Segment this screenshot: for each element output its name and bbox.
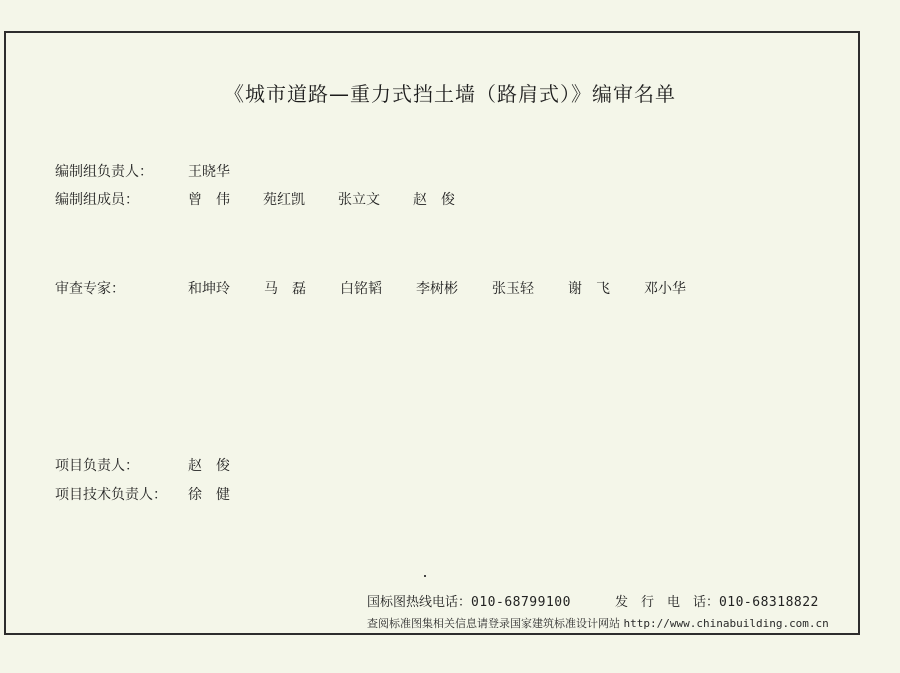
reviewer-name: 张玉轻 (492, 281, 534, 297)
page-title: 《城市道路—重力式挡土墙（路肩式）》编审名单 (224, 82, 676, 106)
member-name: 苑红凯 (263, 192, 305, 208)
reviewer-name: 谢 飞 (568, 281, 610, 297)
tech-leader-label: 项目技术负责人： (55, 487, 167, 503)
hotline-number: 010-68799100 (471, 595, 571, 610)
reviewer-name: 和坤玲 (188, 281, 230, 297)
reviewers-label: 审查专家： (55, 281, 125, 297)
footer-phones (367, 591, 819, 610)
footer-website (367, 615, 829, 631)
compile-leader-label: 编制组负责人： (55, 164, 153, 180)
publish-number: 010-68318822 (718, 595, 819, 610)
reviewer-name: 马 磊 (264, 281, 306, 297)
compile-leader-name: 王晓华 (188, 164, 230, 180)
reviewer-name: 白铭韬 (340, 281, 382, 297)
member-name: 曾 伟 (188, 192, 230, 208)
reviewer-name: 邓小华 (644, 281, 686, 297)
website-text: 查阅标准图集相关信息请登录国家建筑标准设计网站 (367, 617, 620, 630)
member-name: 赵 俊 (413, 192, 455, 208)
compile-members-label: 编制组成员： (55, 192, 139, 208)
page-border (4, 31, 860, 635)
website-link[interactable]: http://www.chinabuilding.com.cn (623, 617, 829, 630)
dot-mark (424, 575, 426, 577)
project-leader-label: 项目负责人： (55, 458, 139, 474)
project-leader-name: 赵 俊 (188, 458, 230, 474)
tech-leader-name: 徐 健 (188, 487, 230, 503)
publish-label: 发 行 电 话： (614, 595, 719, 610)
member-name: 张立文 (338, 192, 380, 208)
reviewer-name: 李树彬 (416, 281, 458, 297)
hotline-label: 国标图热线电话： (367, 595, 472, 610)
